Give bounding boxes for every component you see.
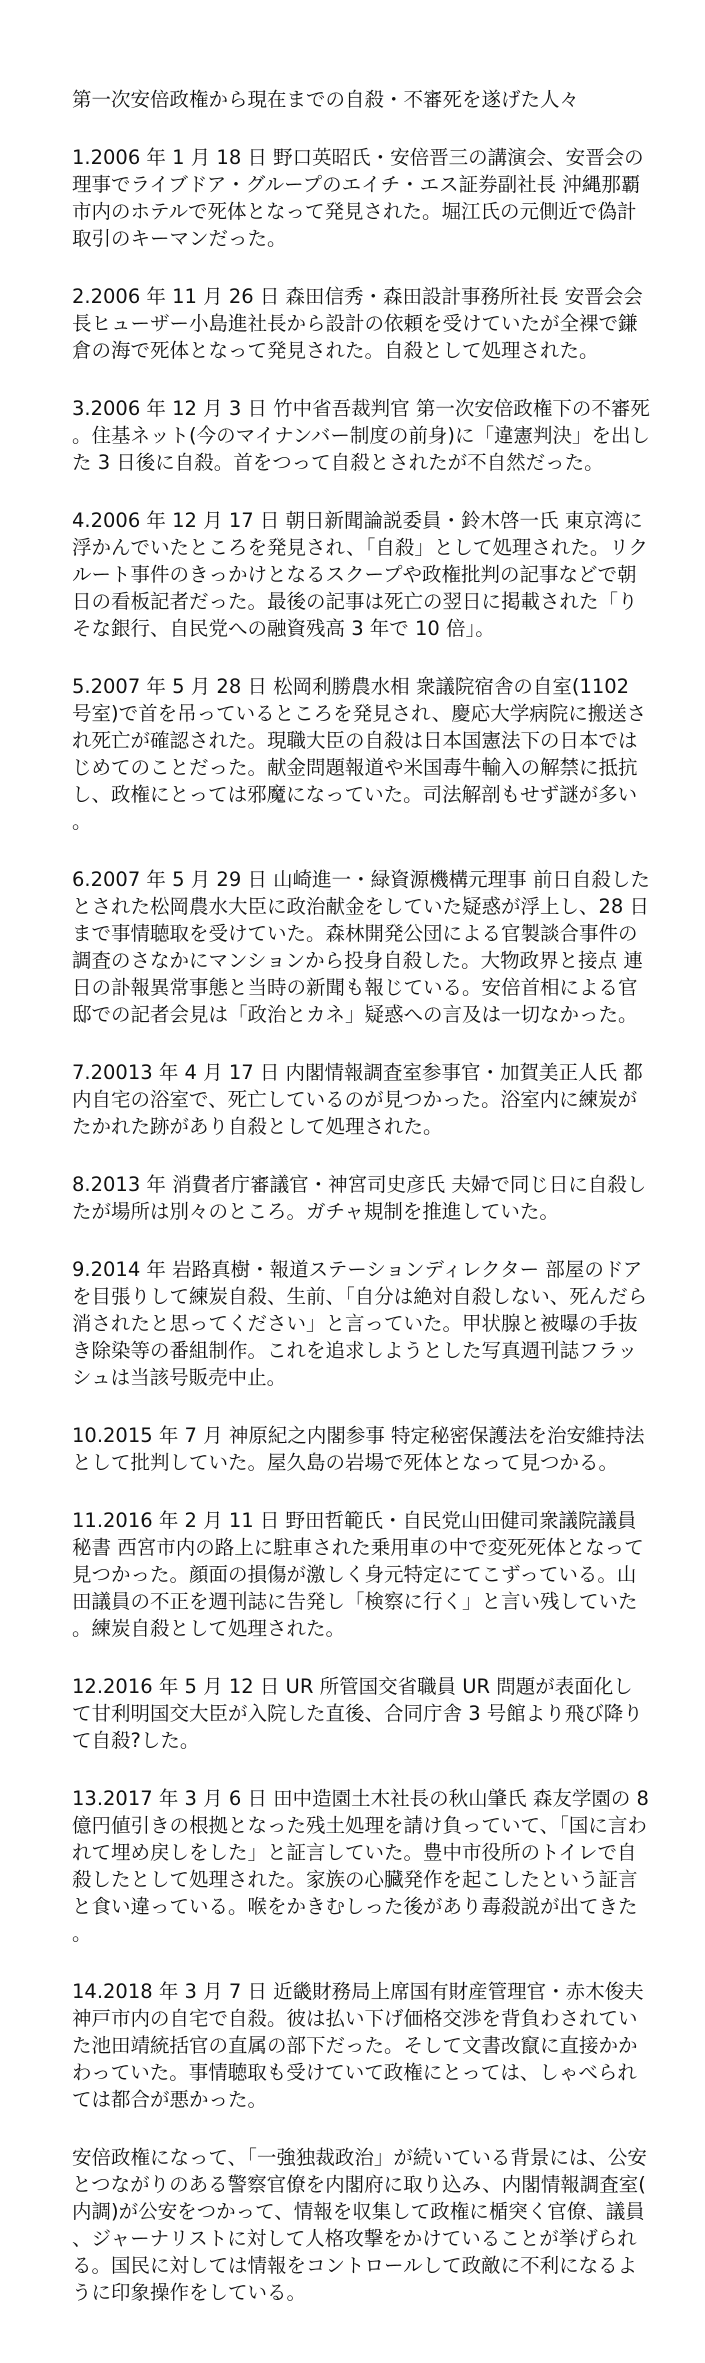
- entry-14: 14.2018 年 3 月 7 日 近畿財務局上席国有財産管理官・赤木俊夫 神戸市内の自宅で自殺。彼は払い下げ価格交渉を背負わされていた池田靖統括官の直属の部下だった。そして文書改竄に直接かかわっていた。事情聴取も受けていて政権にとっては、しゃべられては都合が悪かった。: [72, 1980, 644, 2111]
- entry-11: 11.2016 年 2 月 11 日 野田哲範氏・自民党山田健司衆議院議員秘書 西宮市内の路上に駐車された乗用車の中で変死死体となって見つかった。顔面の損傷が激しく身元特定にてこずっている。山田議員の不正を週刊誌に告発し「検察に行く」と言い残していた。練炭自殺として処理された。: [72, 1509, 644, 1640]
- entry-5: 5.2007 年 5 月 28 日 松岡利勝農水相 衆議院宿舎の自室(1102 号室)で首を吊っているところを発見され、慶応大学病院に搬送され死亡が確認された。現職大臣の自殺は日本国憲法下の日本ではじめてのことだった。献金問題報道や米国毒牛輸入の解禁に抵抗し、政権にとっては邪魔になっていた。司法解剖もせず謎が多い。: [72, 675, 647, 833]
- entry-7: 7.20013 年 4 月 17 日 内閣情報調査室参事官・加賀美正人氏 都内自宅の浴室で、死亡しているのが見つかった。浴室内に練炭がたかれた跡があり自殺として処理された。: [72, 1061, 643, 1138]
- entry-12: 12.2016 年 5 月 12 日 UR 所管国交省職員 UR 問題が表面化して甘利明国交大臣が入院した直後、合同庁舎 3 号館より飛び降りて自殺?した。: [72, 1675, 643, 1752]
- entry-1: 1.2006 年 1 月 18 日 野口英昭氏・安倍晋三の講演会、安晋会の理事でライブドア・グループのエイチ・エス証券副社長 沖縄那覇市内のホテルで死体となって発見された。堀江氏の元側近で偽計取引のキーマンだった。: [72, 146, 644, 250]
- entry-2: 2.2006 年 11 月 26 日 森田信秀・森田設計事務所社長 安晋会会長ヒューザー小島進社長から設計の依頼を受けていたが全裸で鎌倉の海で死体となって発見された。自殺として処理された。: [72, 285, 643, 362]
- document-body: [72, 86, 652, 2306]
- closing-paragraph: 安倍政権になって、「一強独裁政治」が続いている背景には、公安とつながりのある警察官僚を内閣府に取り込み、内閣情報調査室(内調)が公安をつかって、情報を収集して政権に楯突く官僚、議員、ジャーナリストに対して人格攻撃をかけていることが挙げられる。国民に対しては情報をコントロールして政敵に不利になるように印象操作をしている。: [72, 2146, 647, 2304]
- entry-10: 10.2015 年 7 月 神原紀之内閣参事 特定秘密保護法を治安維持法として批判していた。屋久島の岩場で死体となって見つかる。: [72, 1424, 645, 1474]
- document-title: 第一次安倍政権から現在までの自殺・不審死を遂げた人々: [72, 88, 580, 111]
- entry-4: 4.2006 年 12 月 17 日 朝日新聞論説委員・鈴木啓一氏 東京湾に浮かんでいたところを発見され、「自殺」として処理された。リクルート事件のきっかけとなるスクープや政権批判の記事などで朝日の看板記者だった。最後の記事は死亡の翌日に掲載された「りそな銀行、自民党への融資残高 3 年で 10 倍」。: [72, 509, 649, 640]
- entry-9: 9.2014 年 岩路真樹・報道ステーションディレクター 部屋のドアを目張りして練炭自殺、生前、「自分は絶対自殺しない、死んだら消されたと思ってください」と言っていた。甲状腺と被曝の手抜き除染等の番組制作。これを追求しようとした写真週刊誌フラッシュは当該号販売中止。: [72, 1258, 648, 1389]
- entry-3: 3.2006 年 12 月 3 日 竹中省吾裁判官 第一次安倍政権下の不審死。住基ネット(今のマイナンバー制度の前身)に「違憲判決」を出した 3 日後に自殺。首をつって自殺とされたが不自然だった。: [72, 397, 650, 474]
- entry-8: 8.2013 年 消費者庁審議官・神宮司史彦氏 夫婦で同じ日に自殺したが場所は別々のところ。ガチャ規制を推進していた。: [72, 1173, 647, 1223]
- entry-13: 13.2017 年 3 月 6 日 田中造園土木社長の秋山肇氏 森友学園の 8 億円値引きの根拠となった残土処理を請け負っていて、「国に言われて埋め戻しをした」と証言していた。豊中市役所のトイレで自殺したとして処理された。家族の心臓発作を起こしたという証言と食い違っている。喉をかきむしった後があり毒殺説が出てきた。: [72, 1787, 649, 1945]
- entry-6: 6.2007 年 5 月 29 日 山崎進一・緑資源機構元理事 前日自殺したとされた松岡農水大臣に政治献金をしていた疑惑が浮上し、28 日まで事情聴取を受けていた。森林開発公団による官製談合事件の調査のさなかにマンションから投身自殺した。大物政界と接点 連日の訃報異常事態と当時の新聞も報じている。安倍首相による官邸での記者会見は「政治とカネ」疑惑への言及は一切なかった。: [72, 868, 650, 1026]
